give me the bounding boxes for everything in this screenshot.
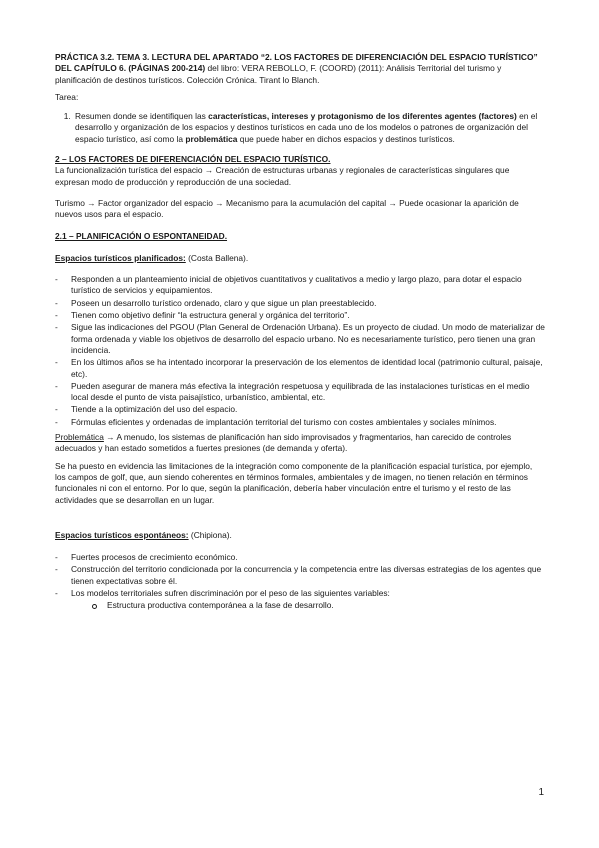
planned-spaces-label: Espacios turísticos planificados: (55, 252, 186, 263)
problem-label: Problemática (55, 432, 104, 443)
planned-spaces-title (55, 253, 545, 264)
spontaneous-spaces-title (55, 530, 545, 541)
spontaneous-spaces-label: Espacios turísticos espontáneos: (55, 529, 189, 540)
tarea-text: en el desarrollo y organización de los espacios y destinos turísticos en cada uno de los modelos o patrones de organización del espacio turístico, así como la (75, 111, 538, 144)
section-2-paragraph: Turismo → Factor organizador del espacio → Mecanismo para la acumulación del capital → Puede ocasionar la aparición de nuevos usos para el espacio. (55, 197, 519, 220)
document-page (55, 52, 545, 612)
planned-spaces-list (55, 274, 545, 428)
tarea-text: Resumen donde se identifiquen las (75, 111, 209, 122)
problem-text: → A menudo, los sistemas de planificación han sido improvisados y fragmentarios, han carecido de controles adecuados y han estado sometidos a fuertes presiones (de demanda y oferta). (55, 432, 512, 454)
list-item: - Tienen como objetivo definir “la estructura general y orgánica del territorio”. (55, 310, 545, 321)
section-2-paragraph: La funcionalización turística del espacio → Creación de estructuras urbanas y regionales de características singulares que expresan modo de producción y reproducción de una sociedad. (55, 165, 510, 187)
tarea-list (55, 111, 545, 145)
tarea-item (73, 111, 545, 145)
list-item: - Pueden asegurar de manera más efectiva la integración respetuosa y equilibrada de las instalaciones turísticas en el medio local desde el punto de vista paisajístico, urbanístico, ambiental, etc. (55, 381, 545, 404)
list-item: - Construcción del territorio condicionada por la concurrencia y la competencia entre las diversas estrategias de los agentes que tienen expectativas sobre él. (55, 564, 545, 587)
spontaneous-spaces-list (55, 552, 545, 599)
section-2-1-heading: 2.1 – PLANIFICACIÓN O ESPONTANEIDAD. (55, 230, 228, 241)
limitations-paragraph: Se ha puesto en evidencia las limitaciones de la integración como componente de la planificación espacial turística, por ejemplo, los campos de golf, que, aun siendo coherentes en términos formales, ambientales y de imagen, no tienen relación en términos funcionales ni con el entorno. Por lo que, según la planificación, debería haber vinculación entre el turismo y el resto de las actividades que se desarrollan en un lugar. (55, 460, 533, 505)
tarea-label: Tarea: (55, 91, 79, 102)
document-header (55, 52, 545, 86)
problem-paragraph (55, 432, 545, 455)
page-number: 1 (538, 787, 544, 798)
list-item: - Sigue las indicaciones del PGOU (Plan General de Ordenación Urbana). Es un proyecto de ciudad. Un modo de materializar de forma ordenada y viable los objetivos de desarrollo del espacio urbano. No es necesariamente turístico, pero tienen una gran incidencia. (55, 322, 545, 356)
list-item: - Tiende a la optimización del uso del espacio. (55, 404, 545, 415)
tarea-text: que puede haber en dichos espacios y destinos turísticos. (237, 133, 455, 144)
header-reference: del libro: VERA REBOLLO, F. (COORD) (2011): Análisis Territorial del turismo y planificación de destinos turísticos. Colección Crónica. Tirant lo Blanch. (55, 63, 502, 85)
spontaneous-sublist (55, 600, 545, 611)
list-item: - Fuertes procesos de crecimiento económico. (55, 552, 545, 563)
list-item: - Fórmulas eficientes y ordenadas de implantación territorial del turismo con costes ambientales y sociales mínimos. (55, 417, 545, 428)
tarea-bold: características, intereses y protagonismo de los diferentes agentes (factores) (208, 111, 517, 122)
planned-spaces-example: (Costa Ballena). (185, 252, 249, 263)
list-item: - Poseen un desarrollo turístico ordenado, claro y que sigue un plan preestablecido. (55, 298, 545, 309)
header-title: PRÁCTICA 3.2. TEMA 3. LECTURA DEL APARTADO “2. LOS FACTORES DE DIFERENCIACIÓN DEL ESPACIO TURÍSTICO” DEL CAPÍTULO 6. (PÁGINAS 200-214) (55, 52, 538, 74)
spontaneous-spaces-example: (Chipiona). (188, 529, 232, 540)
sublist-item: Estructura productiva contemporánea a la fase de desarrollo. (91, 600, 545, 611)
list-item: - Responden a un planteamiento inicial de objetivos cuantitativos y cualitativos a medio y largo plazo, para dotar el espacio turístico de servicios y equipamientos. (55, 274, 545, 297)
section-2-heading: 2 – LOS FACTORES DE DIFERENCIACIÓN DEL ESPACIO TURÍSTICO. (55, 154, 331, 165)
tarea-bold: problemática (185, 133, 238, 144)
list-item: - En los últimos años se ha intentado incorporar la preservación de los elementos de identidad local (patrimonio cultural, paisaje, etc). (55, 357, 545, 380)
list-item: - Los modelos territoriales sufren discriminación por el peso de las siguientes variables: (55, 588, 545, 599)
